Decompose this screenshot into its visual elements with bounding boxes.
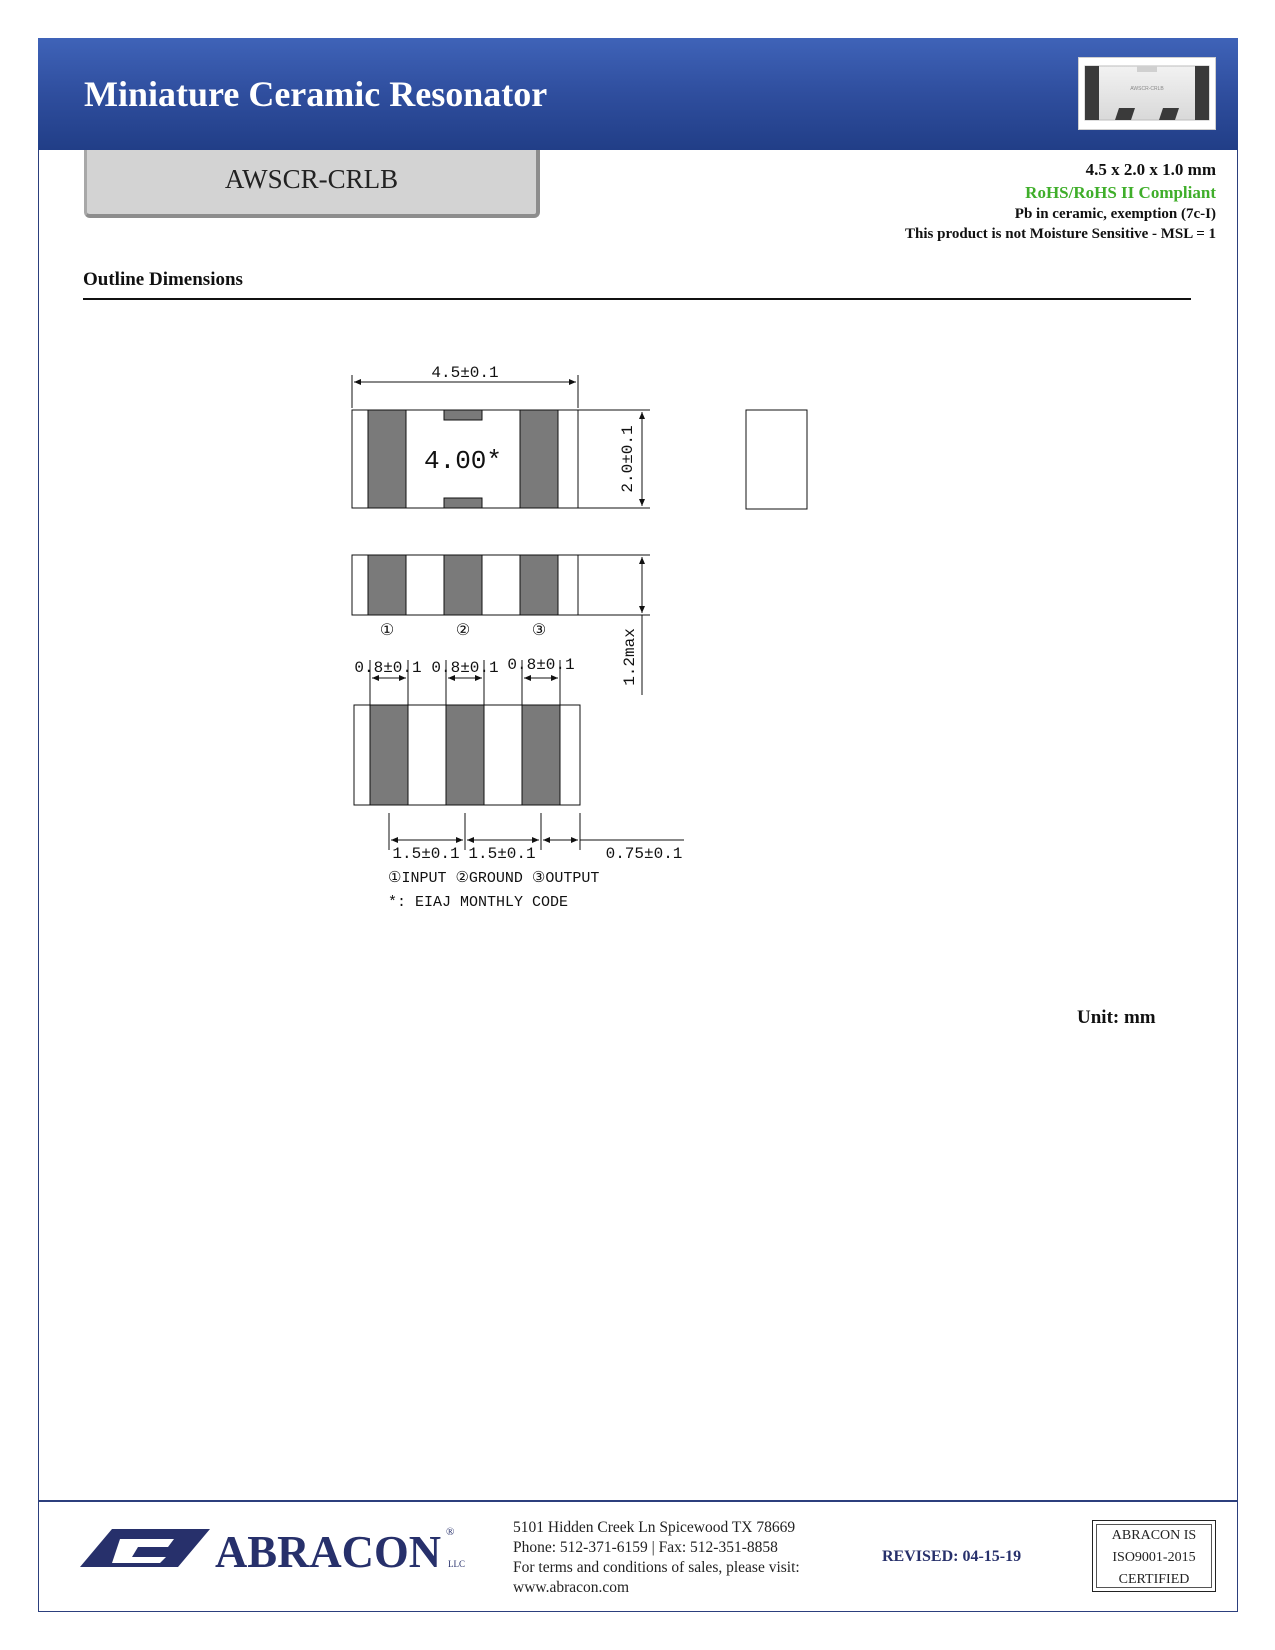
revision-date: REVISED: 04-15-19 [882, 1548, 1022, 1565]
spec-size: 4.5 x 2.0 x 1.0 mm [1085, 160, 1216, 179]
pin-3-label: ③ [531, 622, 547, 640]
spec-block [905, 158, 1216, 244]
logo-registered: ® [446, 1526, 455, 1538]
length-dimension: 4.5±0.1 [431, 364, 499, 382]
company-address [513, 1518, 800, 1598]
electrode-width-1: 0.8±0.1 [354, 659, 422, 677]
electrode-width-3: 0.8±0.1 [507, 656, 575, 674]
part-number-tab [84, 150, 540, 218]
top-view [352, 375, 650, 508]
website-link[interactable]: www.abracon.com [513, 1579, 630, 1596]
iso-line-1: ABRACON IS [1111, 1528, 1197, 1543]
address-line-1: 5101 Hidden Creek Ln Spicewood TX 78669 [513, 1519, 796, 1536]
electrode-width-2: 0.8±0.1 [431, 659, 499, 677]
iso-line-3: CERTIFIED [1118, 1572, 1190, 1587]
pitch-1: 1.5±0.1 [392, 845, 460, 863]
code-note: *: EIAJ MONTHLY CODE [388, 894, 569, 911]
spec-pb: Pb in ceramic, exemption (7c-I) [1014, 206, 1216, 222]
side-end-view [745, 408, 809, 512]
address-line-3: For terms and conditions of sales, please visit: [513, 1559, 800, 1576]
logo-llc: LLC [448, 1559, 465, 1569]
width-dimension: 2.0±0.1 [619, 425, 637, 493]
part-number: AWSCR-CRLB [224, 164, 399, 194]
logo-wordmark: ABRACON [215, 1526, 441, 1575]
footer-divider [38, 1500, 1238, 1502]
product-photo [1078, 57, 1216, 130]
page-title: Miniature Ceramic Resonator [84, 74, 548, 114]
pin-1-label: ① [379, 622, 395, 640]
outline-drawing [350, 360, 690, 920]
edge-dimension: 0.75±0.1 [605, 845, 683, 863]
abracon-logo [80, 1525, 480, 1580]
pin-2-label: ② [455, 622, 471, 640]
address-line-2: Phone: 512-371-6159 | Fax: 512-351-8858 [513, 1539, 778, 1556]
section-heading: Outline Dimensions [83, 269, 243, 290]
bottom-view [354, 660, 684, 850]
unit-label: Unit: mm [1077, 1007, 1156, 1028]
pin-legend: ①INPUT ②GROUND ③OUTPUT [388, 870, 600, 887]
height-dimension: 1.2max [621, 628, 639, 686]
pitch-2: 1.5±0.1 [468, 845, 536, 863]
logo-mark-icon [80, 1529, 210, 1567]
spec-msl: This product is not Moisture Sensitive - MSL = 1 [905, 226, 1216, 242]
iso-line-2: ISO9001-2015 [1112, 1550, 1196, 1565]
section-divider [83, 298, 1191, 300]
spec-rohs: RoHS/RoHS II Compliant [1025, 183, 1216, 202]
photo-marking-text: AWSCR-CRLB [1130, 86, 1164, 92]
header-banner [38, 38, 1238, 150]
marking-code: 4.00* [423, 446, 503, 476]
iso-certification-box [1092, 1520, 1216, 1592]
